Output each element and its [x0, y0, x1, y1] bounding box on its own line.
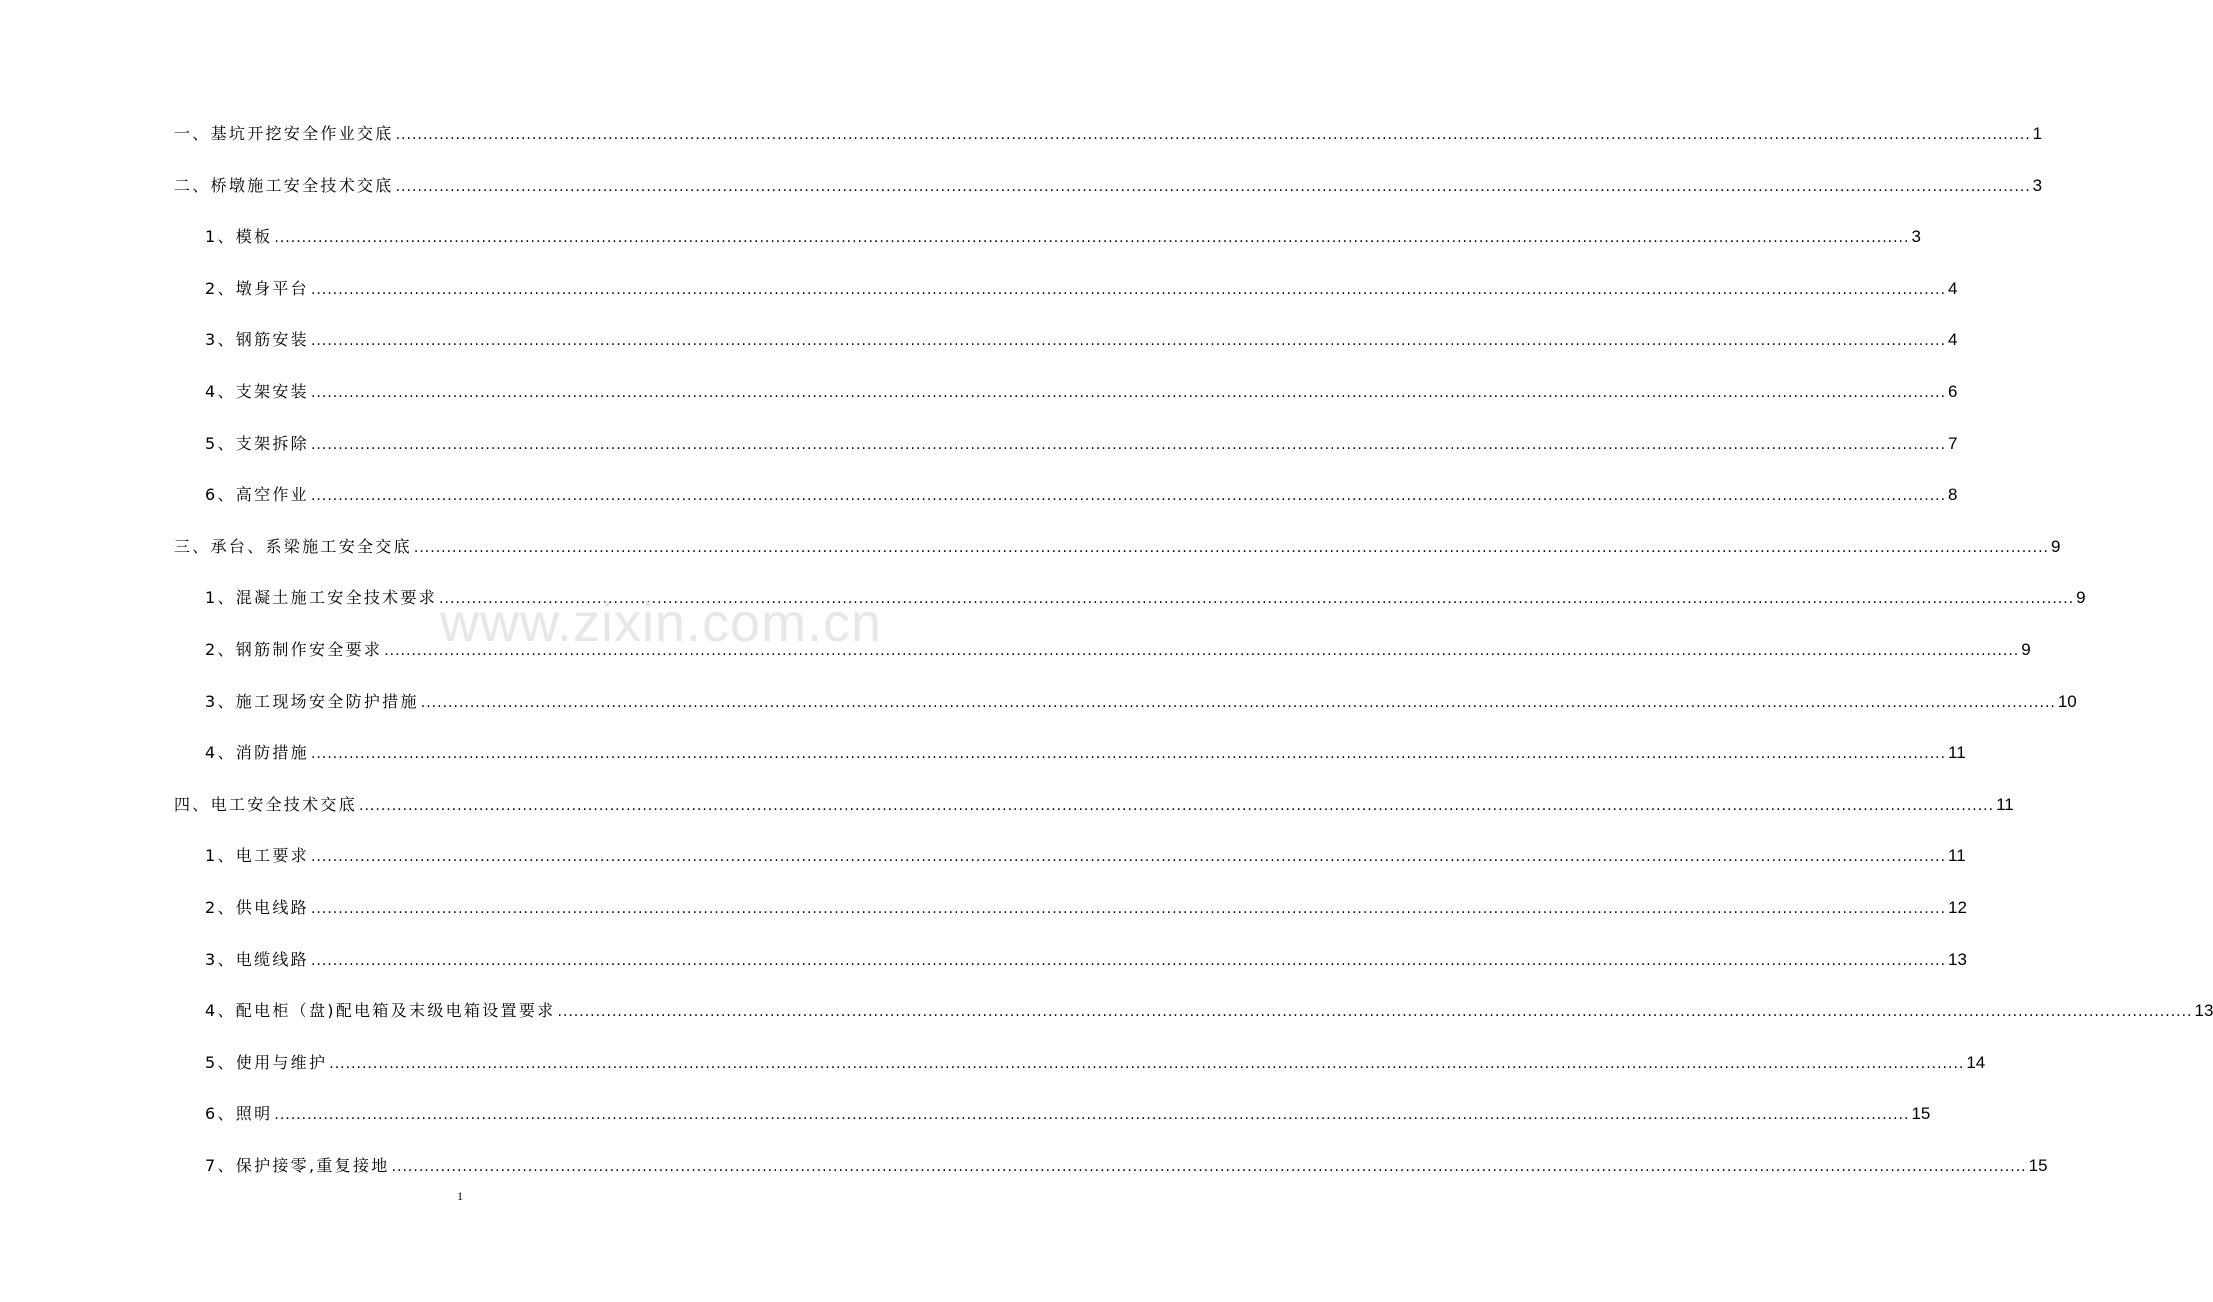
toc-entry[interactable]	[174, 533, 2061, 557]
toc-entry-page: 3	[2032, 175, 2043, 195]
toc-dot-leader: ............................................................................................................................................................................................................................................................................................................	[557, 1004, 2193, 1021]
toc-dot-leader: ............................................................................................................................................................................................................................................................................................................	[384, 643, 2020, 659]
toc-entry[interactable]	[205, 997, 2213, 1021]
toc-entry-page: 15	[2028, 1156, 2048, 1175]
toc-entry-title: 3、钢筋安装	[205, 330, 309, 350]
toc-entry[interactable]	[205, 688, 2077, 712]
toc-entry-title: 5、支架拆除	[205, 433, 309, 453]
toc-dot-leader: ............................................................................................................................................................................................................................................................................................................	[310, 901, 1947, 917]
toc-entry[interactable]	[205, 1152, 2048, 1176]
toc-entry-page: 10	[2057, 691, 2077, 711]
toc-dot-leader: ............................................................................................................................................................................................................................................................................................................	[420, 694, 2056, 711]
toc-dot-leader: ............................................................................................................................................................................................................................................................................................................	[310, 385, 1947, 401]
toc-entry[interactable]	[205, 326, 1958, 350]
toc-dot-leader: ............................................................................................................................................................................................................................................................................................................	[310, 952, 1947, 969]
watermark: www.zixin.com.cn	[440, 593, 883, 653]
toc-entry[interactable]	[205, 378, 1958, 402]
toc-entry[interactable]	[205, 430, 1958, 454]
toc-entry-page: 4	[1948, 278, 1958, 298]
toc-entry-title: 2、墩身平台	[205, 278, 309, 298]
toc-entry-title: 4、支架安装	[205, 382, 309, 401]
toc-dot-leader: ............................................................................................................................................................................................................................................................................................................	[310, 281, 1947, 298]
toc-entry[interactable]	[205, 946, 1967, 970]
toc-entry-title: 2、供电线路	[205, 898, 309, 917]
toc-dot-leader: ............................................................................................................................................................................................................................................................................................................	[391, 1159, 2027, 1175]
toc-entry[interactable]	[205, 275, 1958, 299]
toc-entry-page: 14	[1966, 1052, 1986, 1072]
toc-entry-page: 8	[1948, 485, 1958, 505]
toc-entry-page: 12	[1948, 898, 1967, 917]
toc-entry-page: 6	[1948, 382, 1958, 401]
toc-entry-title: 二、桥墩施工安全技术交底	[174, 175, 394, 195]
toc-dot-leader: ............................................................................................................................................................................................................................................................................................................	[329, 1055, 1965, 1072]
toc-entry-title: 7、保护接零,重复接地	[205, 1156, 390, 1175]
toc-entry-page: 13	[2194, 1001, 2213, 1021]
toc-dot-leader: ............................................................................................................................................................................................................................................................................................................	[310, 488, 1947, 505]
toc-entry-title: 3、电缆线路	[205, 949, 309, 969]
toc-entry[interactable]	[205, 1049, 1986, 1073]
toc-entry-page: 9	[2021, 640, 2031, 659]
toc-entry[interactable]	[205, 739, 1966, 763]
toc-dot-leader: ............................................................................................................................................................................................................................................................................................................	[395, 178, 2031, 195]
toc-dot-leader: ............................................................................................................................................................................................................................................................................................................	[310, 746, 1947, 763]
toc-entry-title: 1、混凝土施工安全技术要求	[205, 588, 438, 608]
page-number: 1	[457, 1189, 463, 1203]
toc-dot-leader: ............................................................................................................................................................................................................................................................................................................	[413, 539, 2049, 556]
toc-entry-page: 11	[1996, 794, 2014, 814]
toc-entry-title: 6、照明	[205, 1104, 273, 1124]
toc-entry-title: 一、基坑开挖安全作业交底	[174, 124, 394, 143]
toc-entry-title: 5、使用与维护	[205, 1052, 328, 1072]
toc-entry-title: 三、承台、系梁施工安全交底	[174, 536, 412, 556]
toc-entry-page: 7	[1948, 433, 1958, 453]
toc-entry-title: 1、电工要求	[205, 846, 309, 866]
toc-entry-title: 1、模板	[205, 227, 273, 247]
toc-entry-page: 9	[2050, 536, 2061, 556]
toc-entry[interactable]	[205, 894, 1967, 918]
toc-entry-title: 3、施工现场安全防护措施	[205, 691, 419, 711]
toc-dot-leader: ............................................................................................................................................................................................................................................................................................................	[310, 436, 1947, 453]
toc-entry-page: 13	[1948, 949, 1967, 969]
toc-entry[interactable]	[205, 223, 1921, 247]
toc-entry-title: 6、高空作业	[205, 485, 309, 505]
toc-entry[interactable]	[205, 481, 1958, 505]
toc-entry[interactable]	[205, 842, 1966, 866]
toc-dot-leader: ............................................................................................................................................................................................................................................................................................................	[310, 333, 1947, 350]
toc-dot-leader: ............................................................................................................................................................................................................................................................................................................	[359, 797, 1995, 814]
toc-dot-leader: ............................................................................................................................................................................................................................................................................................................	[274, 230, 1910, 247]
toc-dot-leader: ............................................................................................................................................................................................................................................................................................................	[310, 849, 1947, 866]
toc-dot-leader: ............................................................................................................................................................................................................................................................................................................	[274, 1107, 1910, 1124]
toc-dot-leader: ............................................................................................................................................................................................................................................................................................................	[439, 591, 2075, 608]
toc-entry-page: 4	[1948, 330, 1958, 350]
toc-dot-leader: ............................................................................................................................................................................................................................................................................................................	[395, 127, 2031, 143]
toc-entry-title: 四、电工安全技术交底	[174, 794, 358, 814]
toc-entry[interactable]	[205, 1100, 1931, 1124]
toc-entry-page: 15	[1911, 1104, 1931, 1124]
toc-entry[interactable]	[174, 791, 2014, 815]
toc-entry-title: 4、消防措施	[205, 743, 309, 763]
toc-entry-title: 4、配电柜（盘)配电箱及末级电箱设置要求	[205, 1001, 556, 1021]
toc-entry-page: 9	[2076, 588, 2086, 608]
toc-entry[interactable]	[174, 172, 2043, 196]
toc-entry[interactable]	[174, 120, 2043, 144]
toc-entry-page: 1	[2032, 124, 2043, 143]
toc-entry-title: 2、钢筋制作安全要求	[205, 640, 383, 659]
toc-entry-page: 11	[1948, 846, 1966, 866]
toc-entry-page: 3	[1911, 227, 1921, 247]
toc-entry-page: 11	[1948, 743, 1966, 763]
